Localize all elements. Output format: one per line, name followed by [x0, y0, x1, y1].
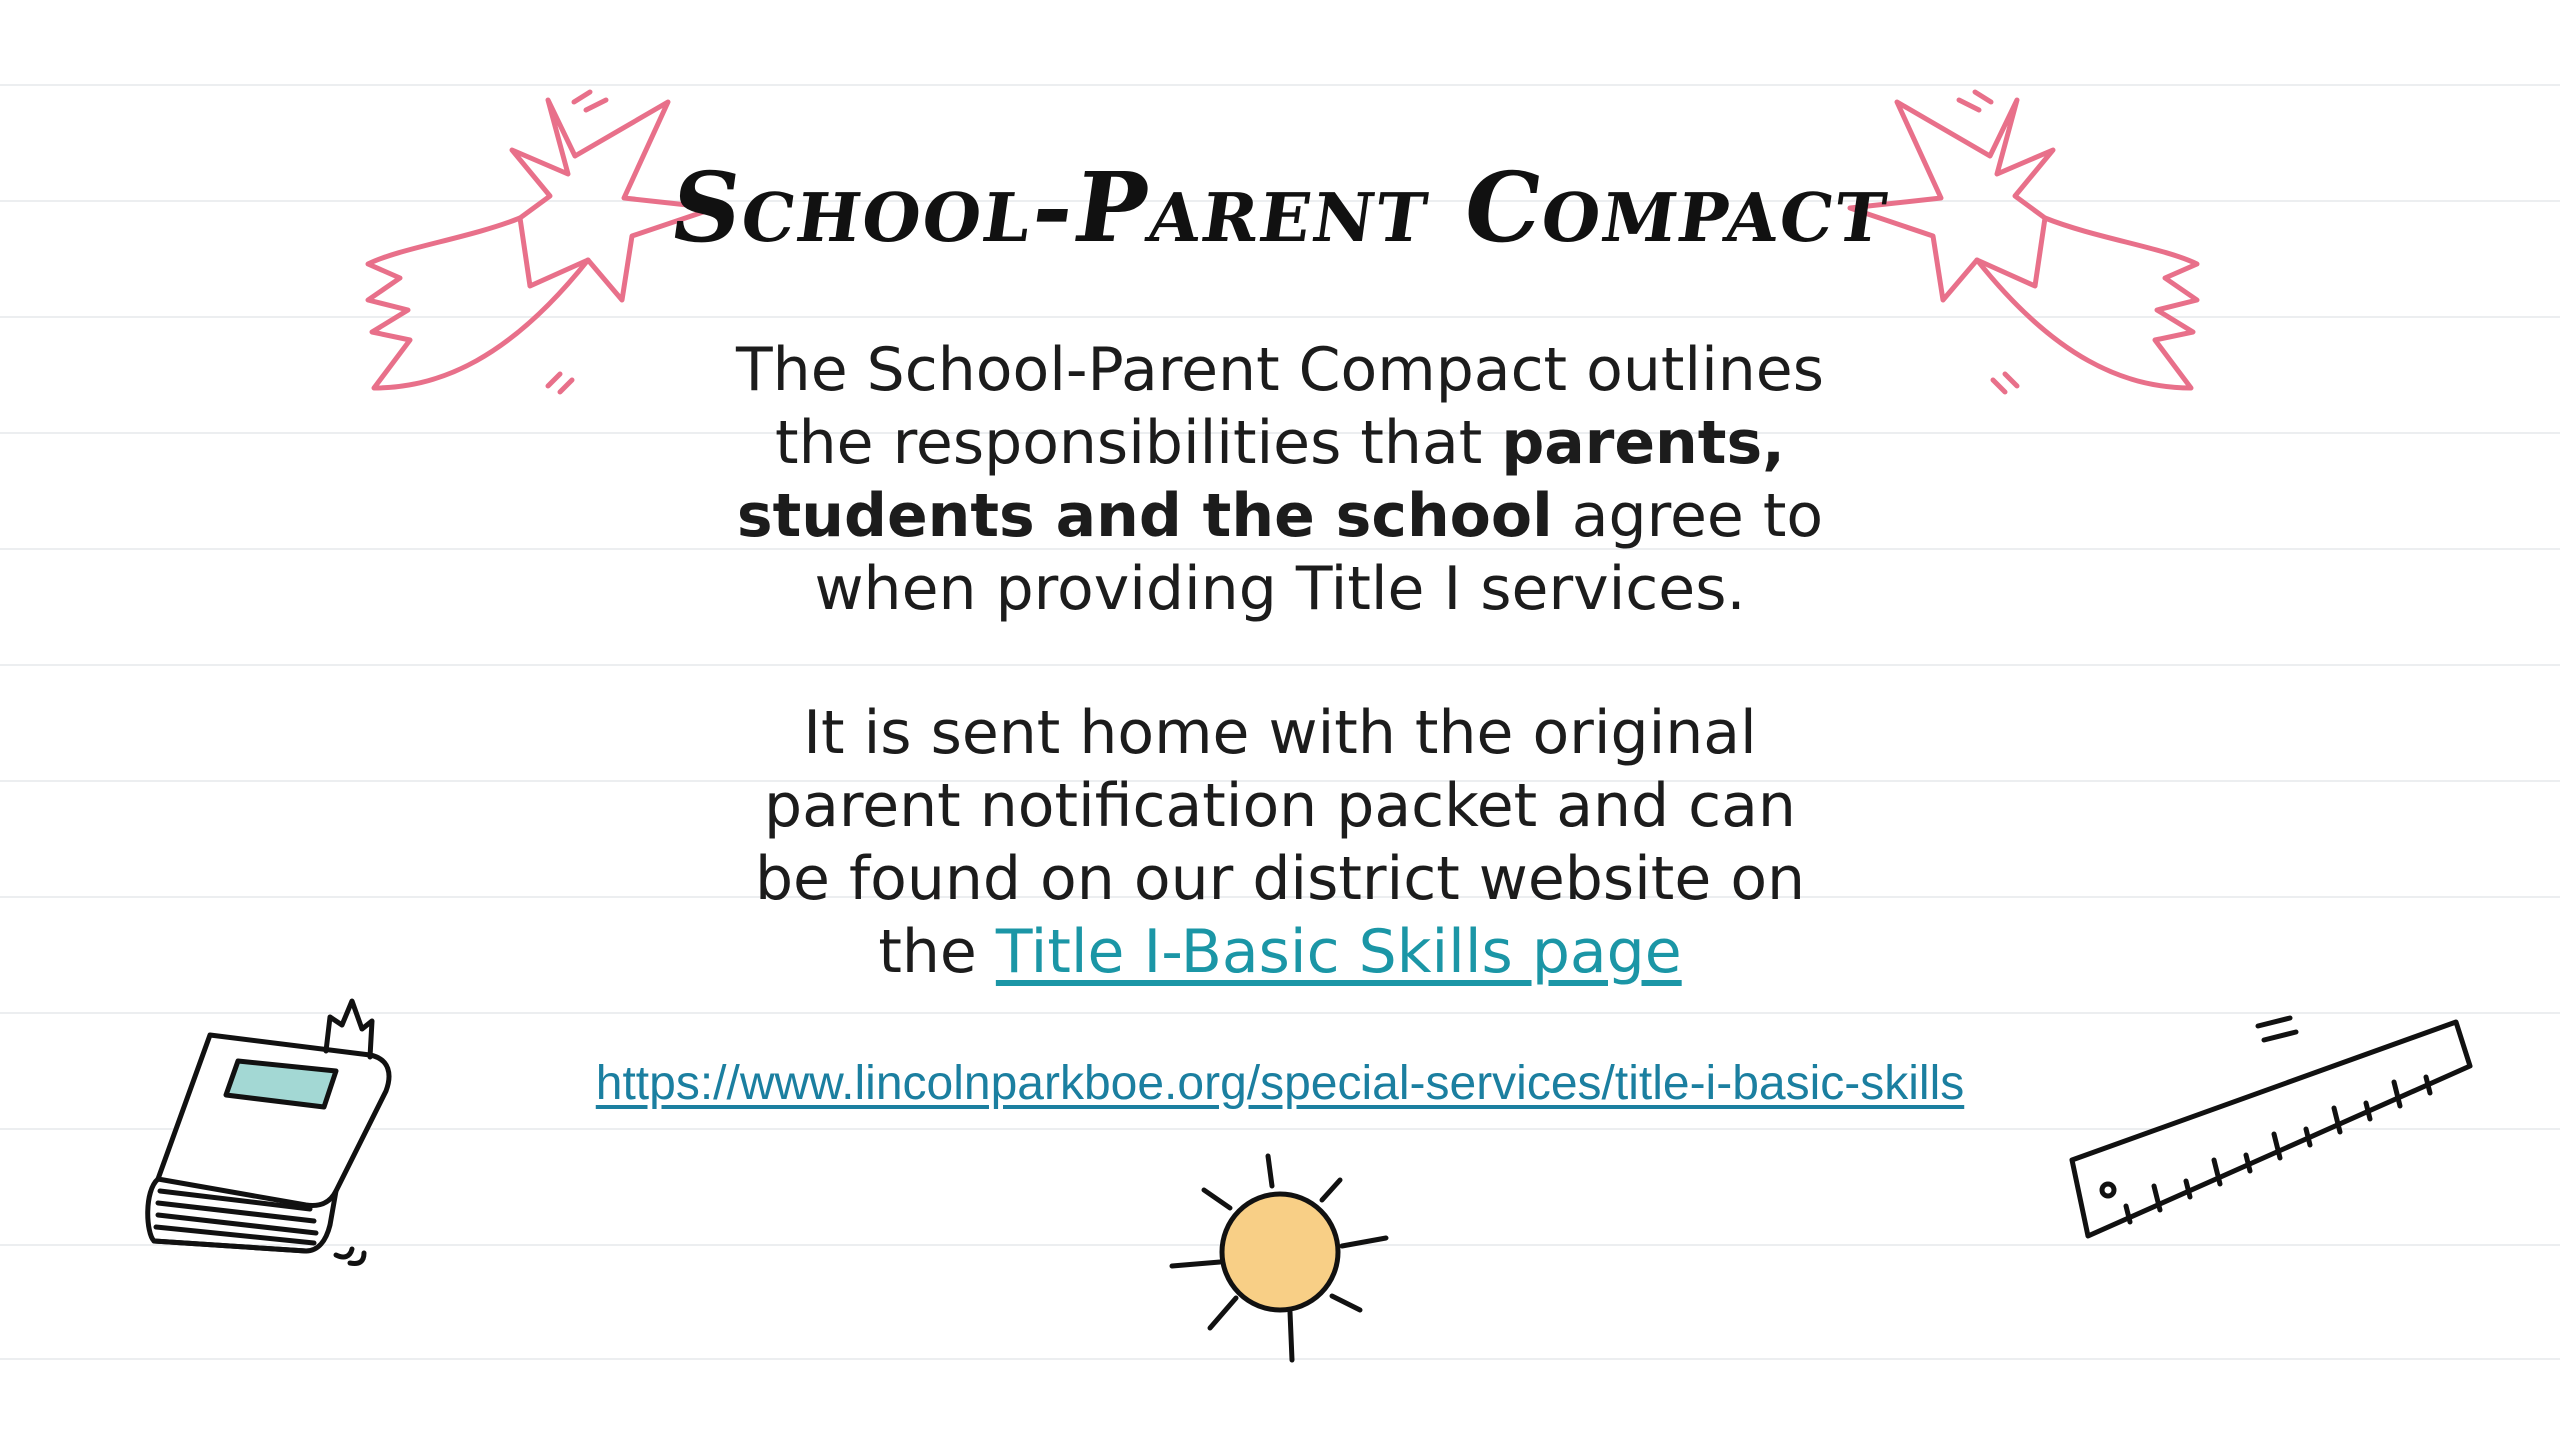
district-website-url-link[interactable]: https://www.lincolnparkboe.org/special-services/title-i-basic-skills — [595, 1057, 1965, 1110]
availability-line: be found on our district website on — [754, 844, 1806, 914]
book-icon — [140, 995, 400, 1275]
availability-line: parent notification packet and can — [764, 771, 1796, 841]
description-emphasis: students and the school — [736, 481, 1553, 551]
description-line: agree to — [1552, 481, 1824, 551]
sun-icon — [1160, 1150, 1400, 1370]
compact-availability — [590, 697, 1970, 989]
description-line: when providing Title I services. — [814, 554, 1746, 624]
availability-line: It is sent home with the original — [803, 698, 1757, 768]
title-i-basic-skills-link[interactable]: Title I-Basic Skills page — [995, 917, 1682, 987]
description-line: The School-Parent Compact outlines — [736, 335, 1824, 405]
compact-description — [590, 334, 1970, 626]
description-emphasis: parents, — [1501, 408, 1785, 478]
ruler-icon — [2060, 1010, 2480, 1250]
availability-line: the — [878, 917, 996, 987]
description-line: the responsibilities that — [775, 408, 1502, 478]
ruled-line — [0, 84, 2560, 86]
page-title: School-Parent Compact — [663, 151, 1897, 264]
ruled-line — [0, 664, 2560, 666]
